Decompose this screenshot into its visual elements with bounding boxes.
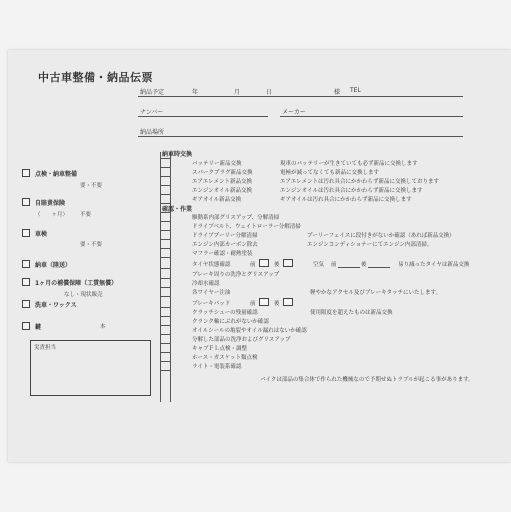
shaken-sub: 要・不要 (80, 242, 103, 248)
check-item-name: ライト・電装系確認 (192, 364, 242, 370)
air-rear-line (368, 267, 390, 268)
check-item-name: 各ワイヤー注油 (192, 290, 231, 296)
check-item-name: キャブＦＬ点検・調整 (192, 346, 248, 352)
strip-divider (160, 212, 171, 213)
replace-item-name: エンジンオイル新品交換 (192, 188, 252, 194)
check-item-name: 駆動系内部グリスアップ、分解清掃 (192, 215, 280, 221)
key-label: 鍵 (35, 324, 42, 331)
strip-divider (160, 296, 171, 297)
check-item-name: クランク軸にぶれがないか確認 (192, 319, 269, 325)
replace-item-desc: エンジンオイルは汚れ具合にかかわらず新品に交換します (280, 188, 423, 194)
checkbox-strip-left-edge (160, 152, 161, 402)
section-replace-title: 納車時交換 (162, 151, 193, 158)
transport-label: 納車（陸送） (35, 262, 72, 269)
number-line (138, 116, 268, 117)
check-item-name: エンジン内部カーボン除去 (192, 242, 258, 248)
replace-item-name: バッテリー新品交換 (192, 161, 242, 167)
pad-front-box[interactable] (259, 298, 269, 306)
check-item-desc: プーリーフェイスに段付きがないか確認（あれば新品交換） (307, 233, 455, 239)
replace-item-name: エアエレメント新品交換 (192, 179, 253, 185)
check-item-desc: エンジンコンディショナーにてエンジン内部清掃。 (307, 242, 433, 248)
wash-label: 洗車・ワックス (35, 302, 77, 309)
strip-divider (160, 334, 171, 335)
check-item-name: ホース・ガスケット類点検 (192, 355, 258, 361)
checkbox-wash[interactable] (22, 300, 30, 308)
strip-divider (160, 268, 171, 269)
year-label: 年 (192, 89, 199, 96)
slip-title: 中古車整備・納品伝票 (38, 71, 153, 84)
strip-divider (160, 185, 171, 186)
delivery-place-label: 納品場所 (140, 129, 165, 136)
strip-divider (160, 325, 171, 326)
warranty-label: 1ヶ月の補償保障（工賃無償） (35, 280, 118, 287)
tire-front-box[interactable] (259, 259, 269, 267)
pad-rear-label: 後 (274, 301, 280, 307)
replace-item-desc: エアエレメントは汚れ具合にかかわらず新品に交換しております (280, 179, 440, 185)
pad-front-label: 前 (250, 301, 256, 307)
staff-box (30, 340, 151, 396)
insurance-label: 自賠責保険 (35, 200, 66, 207)
shaken-label: 車検 (35, 231, 48, 238)
tire-rear-box[interactable] (283, 259, 293, 267)
check-item-name: オイルシールの亀裂やオイル漏れはないか確認 (192, 328, 307, 334)
air-rear-label: 後 (361, 262, 367, 268)
strip-divider (160, 221, 171, 222)
checkbox-shaken[interactable] (22, 229, 30, 237)
check-item-name: ドライブプーリー分解清掃 (192, 233, 258, 239)
strip-divider (160, 316, 171, 317)
strip-divider (160, 167, 171, 168)
insurance-months: （ ヶ月） (35, 212, 69, 218)
strip-divider (160, 361, 171, 362)
strip-divider (160, 307, 171, 308)
delivery-date-label: 納品予定 (140, 89, 165, 96)
pad-rear-box[interactable] (283, 298, 293, 306)
section-check-title: 確認・作業 (162, 206, 193, 213)
check-item-name: タイヤ状態確認 (192, 262, 231, 268)
delivery-date-line (138, 96, 463, 97)
strip-divider (160, 257, 171, 258)
checkbox-inspection[interactable] (22, 169, 30, 177)
key-count-sub: 本 (100, 324, 106, 330)
inspection-label: 点検・納車整備 (35, 171, 78, 178)
check-item-name: ブレーキパッド (192, 301, 231, 307)
strip-divider (160, 239, 171, 240)
footer-note: バイクは部品の集合体で作られた機械なので予期せぬトラブルが起こる事があります。 (260, 377, 474, 383)
check-item-desc: 易り減ったタイヤは新品交換 (398, 262, 470, 268)
strip-divider (160, 343, 171, 344)
staff-label: 実責担当 (34, 345, 57, 351)
strip-divider (160, 194, 171, 195)
checkbox-strip-right-edge (170, 152, 171, 402)
insurance-sub: 不要 (80, 212, 92, 218)
replace-item-name: ギアオイル新品交換 (192, 197, 242, 203)
check-item-desc: 軽やかなアクセル及びブレーキタッチにいたします。 (310, 290, 442, 296)
strip-divider (160, 248, 171, 249)
replace-item-desc: 電極が減ってなくても新品に交換します (280, 170, 380, 176)
checkbox-transport[interactable] (22, 260, 30, 268)
check-item-name: クラッチシューの残量確認 (192, 310, 258, 316)
maker-label: メーカー (282, 109, 306, 116)
air-label: 空気 (313, 262, 325, 268)
strip-divider (160, 278, 171, 279)
warranty-sub: なし・現状販売 (64, 292, 103, 298)
strip-divider (160, 158, 171, 159)
check-item-name: ブレーキ周りの洗浄とグリスアップ (192, 272, 280, 278)
replace-item-desc: 現車のバッテリーが生きていても必ず新品に交換します (280, 161, 418, 167)
month-label: 月 (234, 89, 241, 96)
air-front-label: 前 (331, 262, 337, 268)
replace-item-name: スパークプラグ新品交換 (192, 170, 253, 176)
strip-divider (160, 352, 171, 353)
strip-divider (160, 370, 171, 371)
tel-label: TEL (350, 87, 361, 94)
check-item-desc: 使用限度を超えたものは新品交換 (310, 310, 393, 316)
honorific-label: 様 (334, 89, 341, 96)
day-label: 日 (266, 89, 273, 96)
number-label: ナンバー (140, 109, 164, 116)
tire-front-label: 前 (250, 262, 256, 268)
delivery-place-line (138, 136, 463, 137)
check-item-name: 分解した部品の洗浄およびグリスアップ (192, 337, 291, 343)
replace-item-desc: ギアオイルは汚れ具合にかかわらず新品に交換します (280, 197, 412, 203)
checkbox-insurance[interactable] (22, 198, 30, 206)
strip-divider (160, 287, 171, 288)
inspection-sub: 要・不要 (80, 183, 103, 189)
air-front-line (338, 267, 360, 268)
strip-divider (160, 176, 171, 177)
strip-divider (160, 230, 171, 231)
checkbox-key[interactable] (22, 322, 30, 330)
maker-line (280, 116, 463, 117)
checkbox-warranty[interactable] (22, 278, 30, 286)
check-item-name: ドライブベルト、ウェイトローラー分解清掃 (192, 224, 301, 230)
check-item-name: マフラー確認・耐熱塗装 (192, 251, 253, 257)
tire-rear-label: 後 (274, 262, 280, 268)
check-item-name: 冷却水確認 (192, 281, 220, 287)
delivery-slip-sheet (8, 50, 511, 462)
